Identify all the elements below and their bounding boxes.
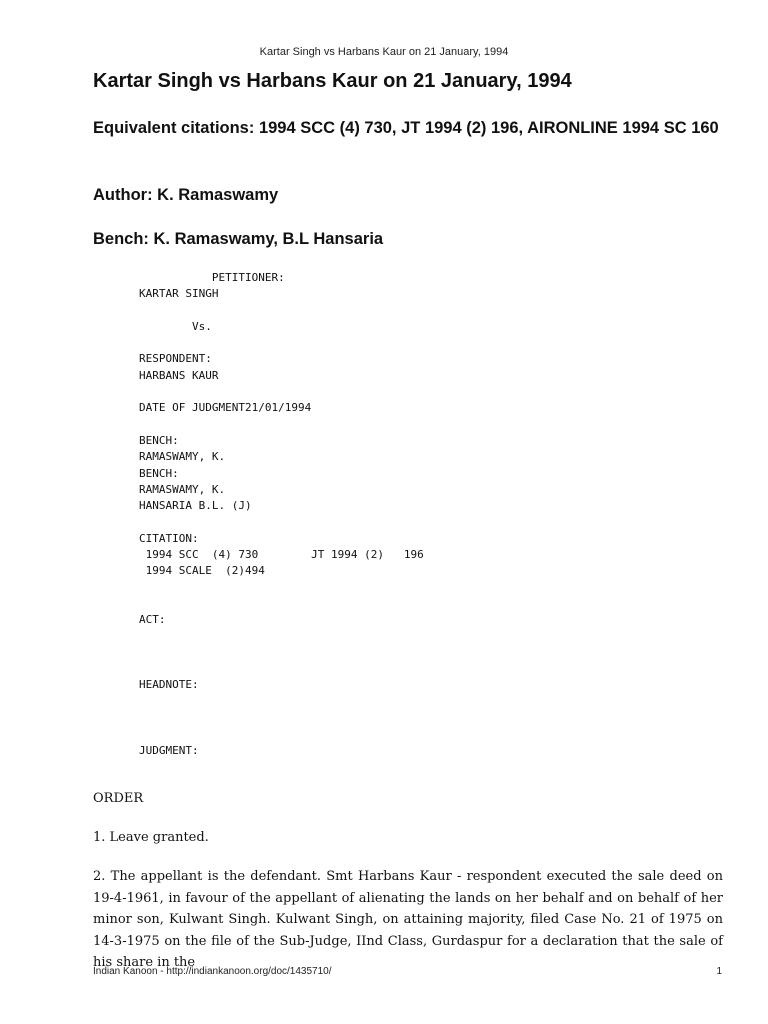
page-number: 1 xyxy=(716,966,722,977)
case-details-block: PETITIONER: KARTAR SINGH Vs. RESPONDENT: HARBANS KAUR DATE OF JUDGMENT21/01/1994 BENCH: RAMASWAMY, K. BENCH: RAMASWAMY, K. HANSARIA B.L. (J) CITATION: 1994 SCC (4) 730 JT 1994 (2) 196 1994 SCALE (2)494 ACT: HEADNOTE: JUDGMENT: xyxy=(139,271,424,757)
order-heading: ORDER xyxy=(93,791,144,806)
document-title: Kartar Singh vs Harbans Kaur on 21 January, 1994 xyxy=(93,70,572,92)
author-line: Author: K. Ramaswamy xyxy=(93,186,279,204)
bench-line: Bench: K. Ramaswamy, B.L Hansaria xyxy=(93,230,384,248)
equivalent-citations: Equivalent citations: 1994 SCC (4) 730, JT 1994 (2) 196, AIRONLINE 1994 SC 160 xyxy=(93,119,719,137)
paragraph-2: 2. The appellant is the defendant. Smt Harbans Kaur - respondent executed the sale deed on 19-4-1961, in favour of the appellant of alienating the lands on her behalf and on behalf of her minor son, Kulwant Singh. Kulwant Singh, on attaining majority, filed Case No. 21 of 1975 on 14-3-1975 on the file of the Sub-Judge, IInd Class, Gurdaspur for a declaration that the sale of his share in the xyxy=(93,869,723,970)
footer-source: Indian Kanoon - http://indiankanoon.org/doc/1435710/ xyxy=(93,966,332,977)
running-header: Kartar Singh vs Harbans Kaur on 21 January, 1994 xyxy=(259,46,509,58)
paragraph-1: 1. Leave granted. xyxy=(93,830,209,845)
